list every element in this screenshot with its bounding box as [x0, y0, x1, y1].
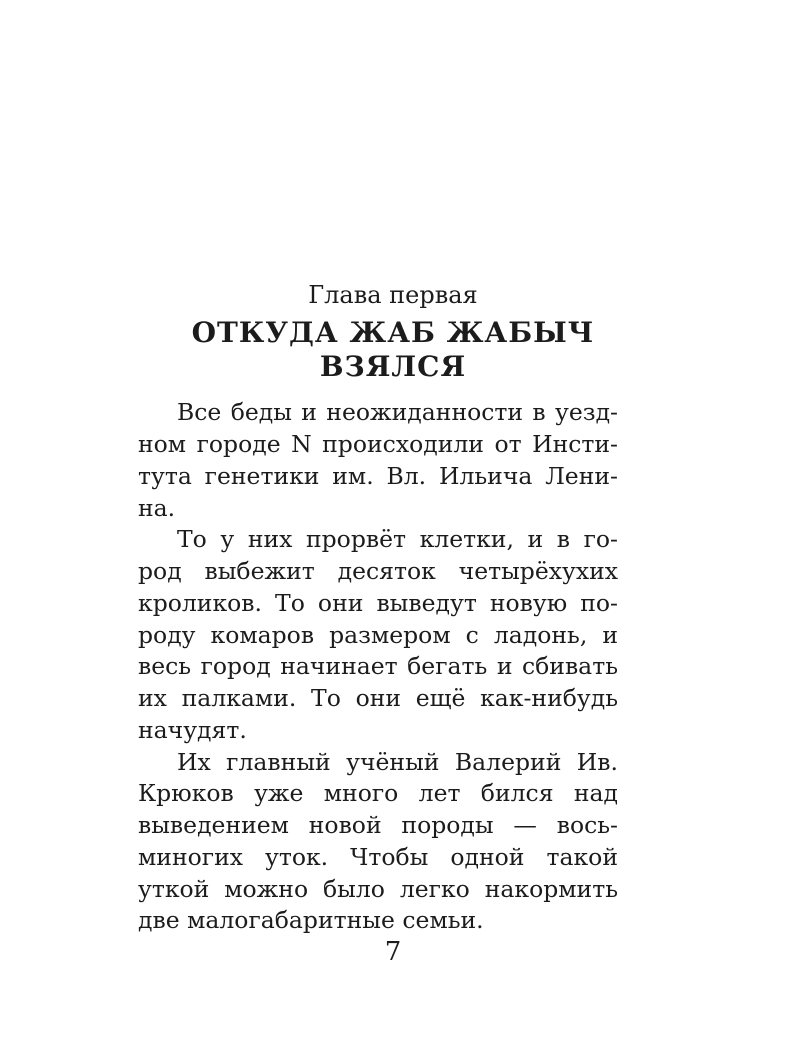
text-line: ном городе N происходили от Инсти-: [138, 430, 618, 458]
text-line: миногих уток. Чтобы одной такой: [138, 843, 618, 871]
page-number: 7: [384, 937, 402, 967]
text-line: Крюков уже много лет бился над: [138, 779, 618, 807]
chapter-title-line: ВЗЯЛСЯ: [319, 350, 467, 383]
text-line: их палками. То они ещё как-нибудь: [138, 684, 618, 712]
text-line: То у них прорвёт клетки, и в го-: [177, 525, 618, 553]
chapter-label: Глава первая: [308, 281, 478, 309]
text-line: на.: [138, 494, 176, 522]
text-line: кроликов. То они выведут новую по-: [138, 589, 618, 617]
text-line: весь город начинает бегать и сбивать: [138, 652, 618, 680]
text-line: начудят.: [138, 716, 247, 744]
text-line: тута генетики им. Вл. Ильича Лени-: [138, 462, 618, 490]
text-line: уткой можно было легко накормить: [138, 875, 618, 903]
text-line: Их главный учёный Валерий Ив.: [177, 748, 618, 776]
chapter-title-line: ОТКУДА ЖАБ ЖАБЫЧ: [191, 316, 595, 349]
text-line: род выбежит десяток четырёхухих: [138, 557, 618, 585]
text-line: две малогабаритные семьи.: [138, 906, 484, 934]
text-line: роду комаров размером с ладонь, и: [138, 621, 618, 649]
text-line: Все беды и неожиданности в уезд-: [177, 398, 618, 426]
text-line: выведением новой породы — вось-: [138, 811, 618, 839]
chapter-title: [0, 316, 786, 384]
